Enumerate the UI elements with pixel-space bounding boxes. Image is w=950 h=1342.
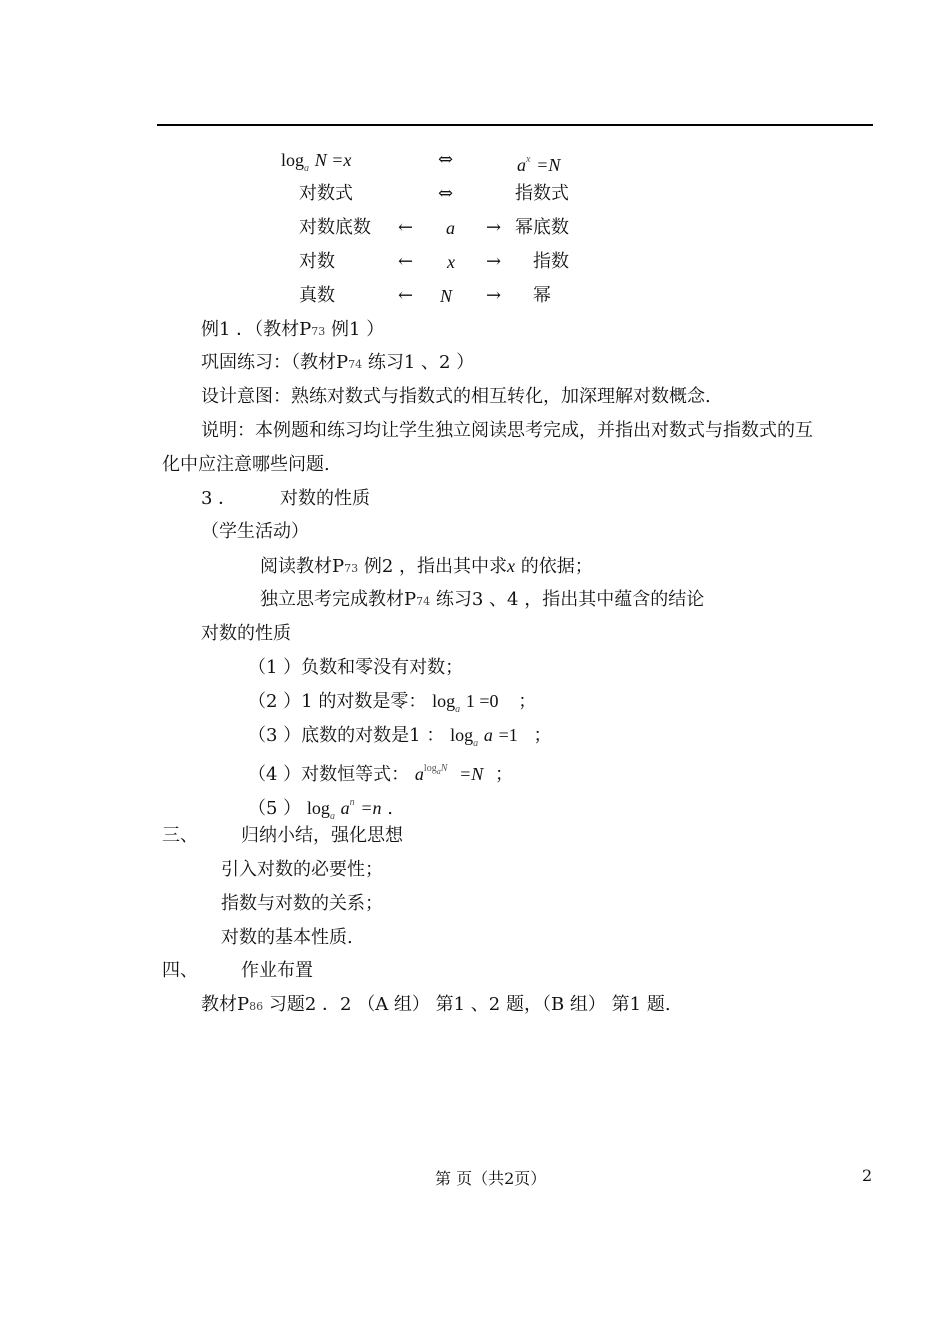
table-row-4-mid: x xyxy=(447,252,455,272)
log-text: log xyxy=(281,150,305,170)
summary-item: 指数与对数的关系； xyxy=(221,893,383,914)
homework-line: 教材P86 习题2 ．2 （A 组） 第1 、2 题，（B 组） 第1 题. xyxy=(201,994,671,1015)
log-base: a xyxy=(304,163,310,174)
table-row-1-left xyxy=(281,147,351,182)
page-ref: 73 xyxy=(344,562,359,575)
property-5: （5 ） $\log_a a^n =n$ . xyxy=(248,797,394,822)
exp-base: a xyxy=(517,155,526,175)
table-row-1-arrow: ⇔ xyxy=(438,149,454,170)
table-row-4-right: 指数 xyxy=(533,251,569,272)
page-ref: 74 xyxy=(348,358,363,371)
practice-line: 巩固练习：（教材P74 练习1 、2 ） xyxy=(201,352,475,373)
left-arrow-5: ← xyxy=(398,285,414,306)
design-intent: 设计意图：熟练对数式与指数式的相互转化，加深理解对数概念. xyxy=(201,386,711,407)
note-line-1: 说明：本例题和练习均让学生独立阅读思考完成，并指出对数式与指数式的互 xyxy=(201,420,813,441)
property-3: （3 ）底数的对数是1 ： $\log_a a =1$ ； xyxy=(248,725,552,749)
table-row-3-right: 幂底数 xyxy=(515,217,569,238)
table-row-5-right: 幂 xyxy=(533,285,551,306)
table-row-2-left: 对数式 xyxy=(299,183,353,204)
footer-page-info: 第 页（共2页） xyxy=(435,1169,547,1188)
summary-item: 引入对数的必要性； xyxy=(221,859,383,880)
table-row-2-right: 指数式 xyxy=(515,183,569,204)
log-equation: N =x xyxy=(314,150,352,170)
page-ref: 74 xyxy=(416,595,431,608)
page-number: 2 xyxy=(862,1166,873,1185)
section-3-title: 对数的性质 xyxy=(280,488,370,509)
note-line-2: 化中应注意哪些问题. xyxy=(162,454,330,475)
student-activity: （学生活动） xyxy=(201,521,309,542)
page-ref: 73 xyxy=(311,325,326,338)
header-rule xyxy=(157,124,873,126)
summary-item: 对数的基本性质. xyxy=(221,927,353,948)
section-three-title: 归纳小结，强化思想 xyxy=(241,825,403,846)
section-four-number: 四、 xyxy=(162,960,198,981)
section-four-title: 作业布置 xyxy=(241,960,313,981)
example-1-line: 例1 ．（教材P73 例1 ） xyxy=(201,319,385,340)
property-4: （4 ）对数恒等式： $a^{logaN} =N$ ； xyxy=(248,763,513,785)
exp-power: x xyxy=(526,154,531,165)
section-three-number: 三、 xyxy=(162,825,198,846)
exp-equation: =N xyxy=(536,155,561,175)
right-arrow-5: → xyxy=(486,285,502,306)
table-row-2-arrow: ⇔ xyxy=(438,183,454,204)
think-instruction: 独立思考完成教材P74 练习3 、4 ，指出其中蕴含的结论 xyxy=(260,589,705,610)
properties-title: 对数的性质 xyxy=(201,623,291,644)
left-arrow-4: ← xyxy=(398,251,414,272)
right-arrow-4: → xyxy=(486,251,502,272)
property-2: （2 ）1 的对数是零： $\log_a 1 =0$ ； xyxy=(248,691,537,715)
page-ref: 86 xyxy=(249,1000,264,1013)
property-1: （1 ）负数和零没有对数； xyxy=(248,657,464,678)
read-instruction: 阅读教材P73 例2 ，指出其中求x 的依据； xyxy=(260,556,593,577)
table-row-5-left: 真数 xyxy=(299,285,335,306)
table-row-3-mid: a xyxy=(446,218,455,238)
table-row-1-right xyxy=(517,147,560,179)
table-row-3-left: 对数底数 xyxy=(299,217,371,238)
table-row-5-mid: N xyxy=(440,286,453,306)
right-arrow-3: → xyxy=(486,217,502,238)
table-row-4-left: 对数 xyxy=(299,251,335,272)
section-3-number: 3 ． xyxy=(201,488,237,509)
left-arrow-3: ← xyxy=(398,217,414,238)
